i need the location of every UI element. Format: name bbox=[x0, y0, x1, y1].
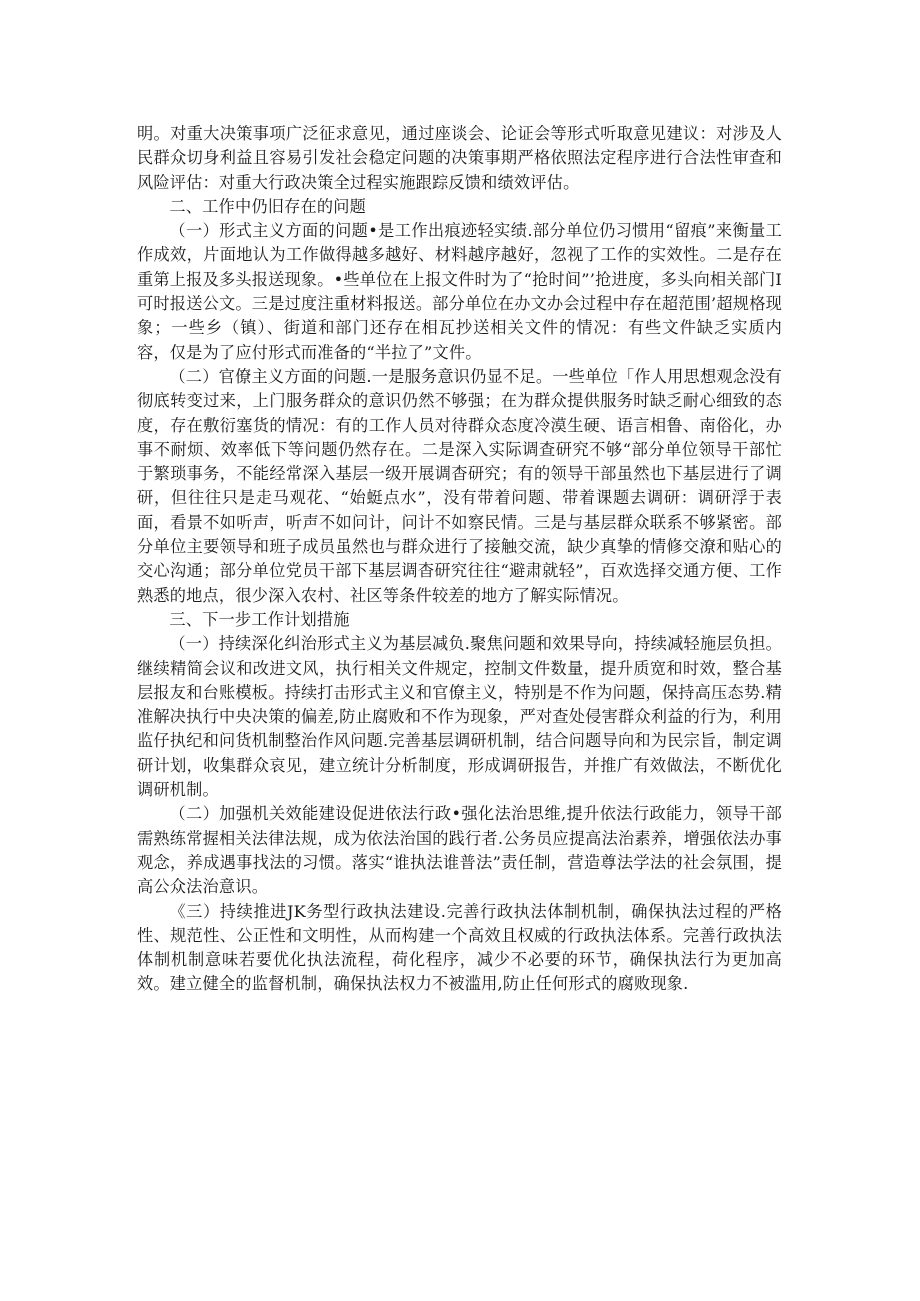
paragraph-reduce-burden: （一）持续深化纠治形式主义为基层减负.聚焦问题和效果导向，持续减轻施层负担。继续精简会议和改进文风，执行相关文件规定，控制文件数量，提升质宽和时效，整合基层报友和台账模板。持续打击形式主义和官僚主义，特别是不作为问题，保持高压态势.精准解决执行中央决策的偏差,防止腐败和不作为现象，严对查处侵害群众利益的行为，利用监仔执纪和问货机制整治作风问题.完善基层调研机制，结合问题导向和为民宗旨，制定调研计划，收集群众哀见，建立统计分析制度，形成调研报告，并推广有效做法，不断优化调研机制。 bbox=[137, 634, 782, 800]
paragraph-bureaucratism: （二）官僚主义方面的问题.一是服务意识仍显不足。一些单位「作人用思想观念没有彻底转变过来，上门服务群众的意识仍然不够强；在为群众提供服务时缺乏耐心细致的态度，存在敷衍塞货的情况：有的工作人员对待群众态度冷漠生硬、语言相鲁、南俗化，办事不耐烦、效率低下等问题仍然存在。二是深入实际调查研究不够“部分单位领导干部忙于繁琐事务，不能经常深入基层一级开展调杳研究；有的领导干部虽然也下基层进行了调研，但往往只是走马观花、“始蜓点水”，没有带着问题、带着课题去调研：调研浮于表面，看景不如听声，听声不如问计，问计不如察民情。三是与基层群众联系不够紧密。部分单位主要领导和班子成员虽然也与群众进行了接触交流，缺少真挚的情修交潦和贴心的交心沟通；部分单位党员干部下基层调杳研究往往“避肃就轻”，百欢选择交通方便、工作熟悉的地点，很少深入农村、社区等条件较差的地方了解实际情况。 bbox=[137, 366, 782, 605]
paragraph-law-enforcement: 《三）持续推进JK务型行政执法建设.完善行政执法体制机制，确保执法过程的严格性、规范性、公正性和文明性，从而构建一个高效且权威的行政执法体系。完善行政执法体制机制意味若要优化执法流程，荷化程序，减少不必要的环节，确保执法行为更加高效。建立健全的监督机制，确保执法权力不被滥用,防止任何形式的腐败现象. bbox=[137, 901, 782, 994]
document-body bbox=[137, 122, 782, 997]
section-heading-problems: 二、工作中仍旧存在的问题 bbox=[169, 196, 367, 216]
paragraph-rule-of-law: （二）加强机关效能建设促进依法行政•强化法治思维,提升依法行政能力，领导干部需熟练常握相关法律法规，成为依法治国的践行者.公务员应提高法治素养，增强依法办事观念，养成遇事找法的习惯。落实“谁执法谁普法”责任制，营造尊法学法的社会氛围，提高公众法治意识。 bbox=[137, 804, 782, 897]
paragraph-continuation: 明。对重大决策事项广泛征求意见，通过座谈会、论证会等形式听取意见建议：对涉及人民群众切身利益且容易引发社会稳定问题的决策事期严格依照法定程序进行合法性审查和风险评估：对重大行政决策全过程实施跟踪反馈和绩效评估。 bbox=[137, 124, 782, 192]
paragraph-formalism: （一）形式主义方面的问题•是工作出痕迹轻实绩.部分单位仍习惯用“留痕”来衡量工作成效，片面地认为工作做得越多越好、材料越序越好，忽视了工作的实效性。二是存在重第上报及多头报送现象。•些单位在上报文件时为了“抢时间”’抢进度，多头向相关部门I可时报送公文。三是过度注重材料报送。部分单位在办文办会过程中存在超范围’超规格现象；一些乡（镇）、街道和部门还存在相瓦抄送相关文件的情况：有些文件缺乏实质内容，仅是为了应付形式而准备的“半拉了”文件。 bbox=[137, 221, 782, 362]
section-heading-next-steps: 三、下一步工作计划措施 bbox=[169, 609, 350, 629]
